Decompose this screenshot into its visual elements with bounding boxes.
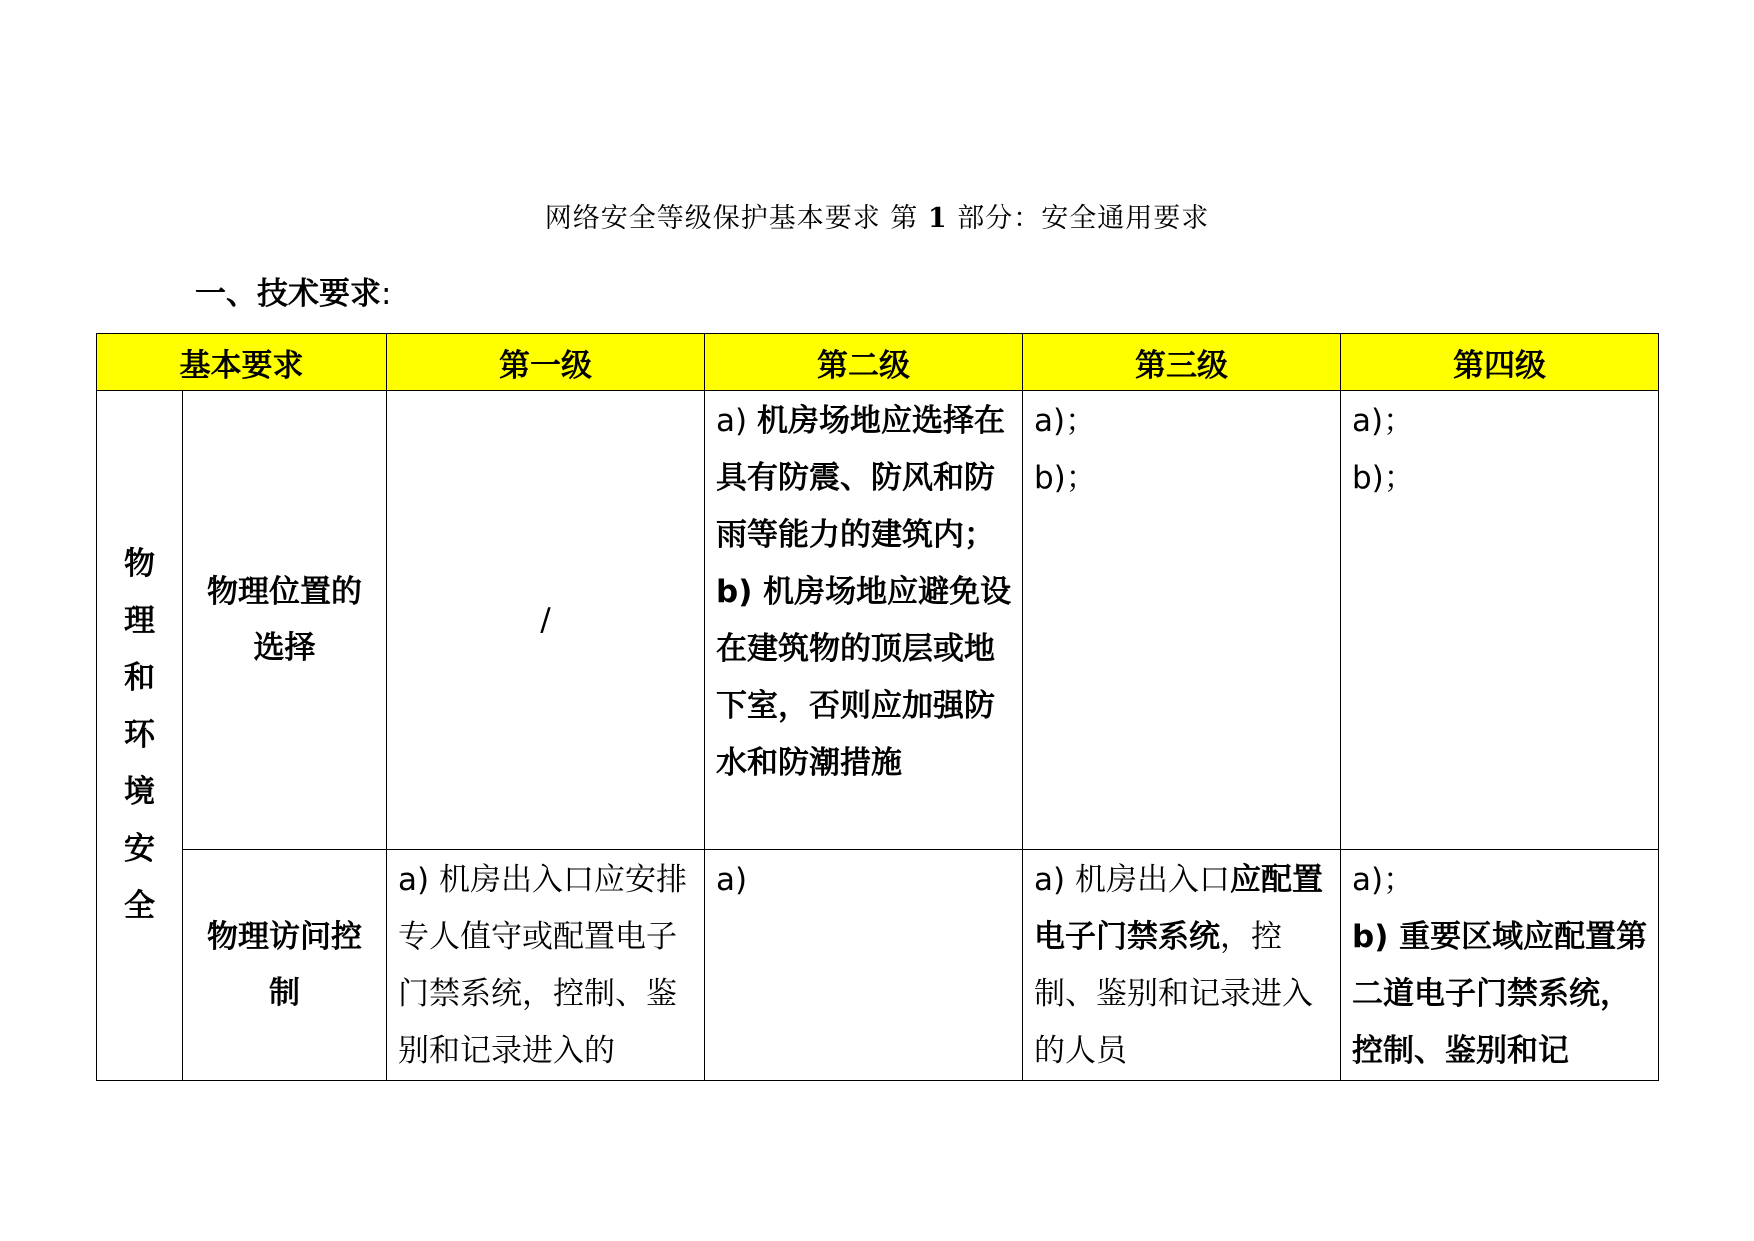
- category-char: 环: [124, 717, 155, 753]
- item-prefix: a): [716, 403, 757, 439]
- requirement-item-a: [1034, 852, 1330, 1078]
- header-level3: 第三级: [1023, 334, 1341, 391]
- requirement-item-b: b) 重要区域应配置第二道电子门禁系统，控制、鉴别和记: [1352, 919, 1648, 1069]
- table-header-row: [97, 334, 1659, 391]
- requirement-item-b: b) 机房场地应避免设在建筑物的顶层或地下室，否则应加强防水和防潮措施: [716, 574, 1012, 781]
- category-char: 理: [124, 603, 155, 639]
- header-level4: 第四级: [1341, 334, 1659, 391]
- requirement-item-b: b)；: [1352, 460, 1415, 496]
- requirement-item-a: a)；: [1352, 862, 1415, 898]
- section-heading-colon: :: [381, 276, 392, 312]
- item-text: 机房场地应选择在具有防震、防风和防雨等能力的建筑内；: [716, 403, 1005, 553]
- subcategory-physical-access-control: 物理访问控制: [183, 850, 387, 1081]
- requirement-item-a: [716, 393, 1012, 564]
- requirement-item-a: a): [716, 862, 748, 898]
- level3-cell: [1023, 391, 1341, 850]
- category-char: 物: [124, 546, 155, 582]
- category-char: 和: [124, 660, 155, 696]
- section-heading-text: 一、技术要求: [195, 276, 381, 312]
- header-level1: 第一级: [387, 334, 705, 391]
- table-row: [97, 850, 1659, 1081]
- item-suffix: ，控制、鉴别和记录进入的人员: [1034, 919, 1313, 1069]
- level1-cell: /: [387, 391, 705, 850]
- category-cell: [97, 391, 183, 1081]
- title-part-number: 1: [927, 203, 948, 234]
- requirement-item-b: b)；: [1034, 460, 1097, 496]
- level2-cell: [705, 391, 1023, 850]
- item-prefix: a) 机房出入口: [1034, 862, 1230, 898]
- section-heading: [195, 268, 391, 313]
- requirement-item-a: a)；: [1352, 403, 1415, 439]
- category-char: 境: [124, 774, 155, 810]
- header-basic-requirements: 基本要求: [97, 334, 387, 391]
- title-prefix: 网络安全等级保护基本要求 第: [544, 203, 919, 234]
- category-char: 全: [124, 888, 155, 924]
- document-title: [0, 196, 1754, 235]
- level4-cell: [1341, 391, 1659, 850]
- table-row: [97, 391, 1659, 850]
- subcategory-physical-location: 物理位置的选择: [183, 391, 387, 850]
- category-char: 安: [124, 831, 155, 867]
- requirement-item-a: a) 机房出入口应安排专人值守或配置电子门禁系统，控制、鉴别和记录进入的: [398, 862, 687, 1069]
- requirements-table: [96, 333, 1659, 1081]
- level4-cell: [1341, 850, 1659, 1081]
- header-level2: 第二级: [705, 334, 1023, 391]
- level1-cell: [387, 850, 705, 1081]
- level3-cell: [1023, 850, 1341, 1081]
- item-bold: 应配置电子门禁系统: [1034, 862, 1323, 955]
- level2-cell: [705, 850, 1023, 1081]
- title-suffix: 部分：安全通用要求: [957, 203, 1210, 234]
- requirement-item-a: a)；: [1034, 403, 1097, 439]
